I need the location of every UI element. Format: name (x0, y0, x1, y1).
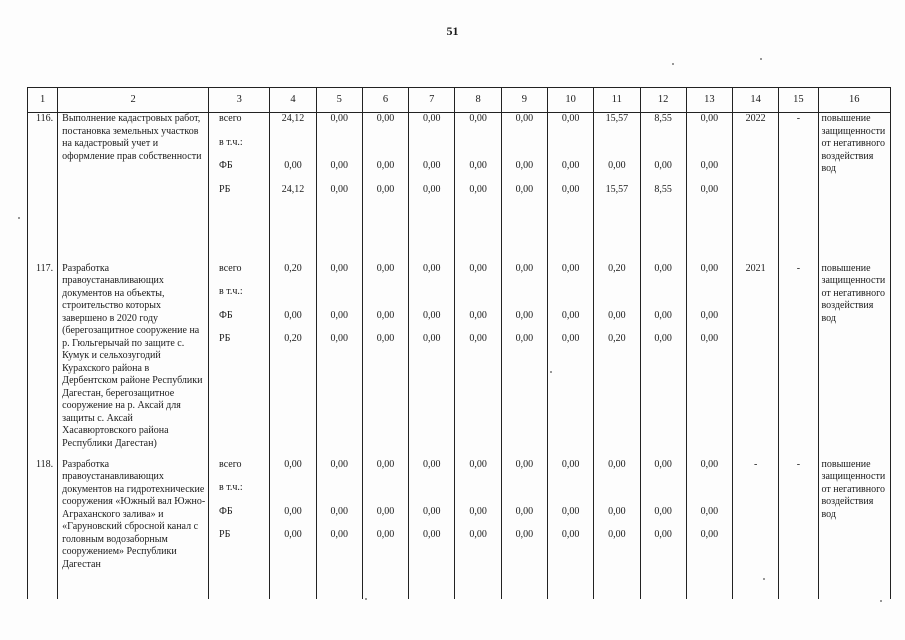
amount-column-7 (409, 263, 455, 459)
amount-column-7 (409, 113, 455, 263)
amount-value: 0,00 (515, 183, 534, 195)
amount-value: 0,00 (654, 309, 672, 321)
amount-value: 0,00 (330, 113, 349, 124)
scan-speck (880, 600, 882, 602)
amount-value: 0,00 (423, 333, 441, 345)
amount-value (502, 482, 547, 506)
funding-source-label: в т.ч.: (219, 286, 243, 298)
column-number-row (28, 88, 891, 113)
col-header-11: 11 (594, 88, 640, 113)
amount-value: 0,00 (700, 333, 719, 345)
amount-column-5 (316, 459, 362, 599)
program-table (27, 87, 891, 599)
amount-column-6 (362, 459, 408, 599)
amount-value: 0,00 (700, 529, 719, 541)
amount-value (687, 482, 732, 506)
funding-source-label: ФБ (219, 309, 233, 321)
amount-value: 0,00 (330, 309, 349, 321)
amount-value: 0,00 (423, 458, 441, 470)
amount-value: 0,20 (608, 333, 626, 345)
amount-value (409, 137, 454, 161)
amount-value: 0,00 (700, 458, 719, 470)
amount-value (687, 286, 732, 310)
amount-value: 0,00 (284, 458, 302, 470)
amount-column-10 (547, 263, 593, 459)
amount-value: 0,00 (700, 113, 719, 124)
amount-value: 0,00 (423, 309, 441, 321)
amount-value: 0,00 (330, 262, 349, 274)
amount-value: 0,00 (469, 333, 487, 345)
amount-value (548, 137, 593, 161)
amount-column-8 (455, 263, 501, 459)
amount-value: 0,00 (700, 309, 719, 321)
amount-value (317, 482, 362, 506)
column-15-value: - (779, 263, 818, 459)
amount-value: 24,12 (281, 183, 305, 195)
funding-source-label: ФБ (219, 160, 233, 172)
amount-value: 0,00 (376, 183, 395, 195)
scan-speck (365, 598, 367, 600)
amount-value: 0,00 (515, 529, 534, 541)
col-header-5: 5 (316, 88, 362, 113)
amount-value: 0,20 (608, 262, 626, 274)
page-number: 51 (446, 24, 459, 38)
amount-value: 15,57 (605, 183, 629, 195)
amount-value: 0,00 (469, 160, 487, 172)
amount-value: 0,00 (423, 183, 441, 195)
amount-value: 24,12 (281, 113, 305, 124)
amount-value: 0,00 (376, 458, 395, 470)
amount-value: 0,00 (561, 309, 580, 321)
amount-value (409, 286, 454, 310)
funding-sources (209, 113, 270, 263)
amount-value: 15,57 (605, 113, 629, 124)
amount-column-10 (547, 113, 593, 263)
col-header-1: 1 (28, 88, 58, 113)
measure-name: Выполнение кадастровых работ, постановка земельных участков на кадастровый учет и оформление прав собственности (58, 113, 209, 263)
col-header-14: 14 (733, 88, 779, 113)
amount-value (641, 137, 686, 161)
amount-column-13 (686, 459, 732, 599)
expected-result: повышение защищенности от негативного воздействия вод (818, 459, 890, 599)
col-header-9: 9 (501, 88, 547, 113)
funding-source-label: РБ (219, 333, 231, 345)
amount-column-11 (594, 263, 640, 459)
amount-value: 0,00 (330, 333, 349, 345)
amount-value: 0,00 (423, 160, 441, 172)
amount-value: 0,00 (330, 529, 349, 541)
amount-value: 0,00 (376, 113, 395, 124)
amount-column-7 (409, 459, 455, 599)
amount-column-13 (686, 113, 732, 263)
funding-source-label: всего (219, 113, 242, 124)
amount-value: 0,00 (376, 309, 395, 321)
amount-value: 0,00 (654, 505, 672, 517)
amount-value: 0,00 (330, 160, 349, 172)
amount-value (455, 482, 500, 506)
column-15-value: - (779, 113, 818, 263)
col-header-15: 15 (779, 88, 818, 113)
scan-speck (763, 578, 765, 580)
amount-value (641, 286, 686, 310)
amount-value (409, 482, 454, 506)
amount-column-6 (362, 113, 408, 263)
funding-source-label: в т.ч.: (219, 482, 243, 494)
amount-value: 0,00 (469, 183, 487, 195)
table-body (28, 113, 891, 599)
amount-value: 0,00 (284, 505, 302, 517)
col-header-10: 10 (547, 88, 593, 113)
scan-speck (18, 217, 20, 219)
amount-value: 0,00 (561, 183, 580, 195)
amount-value: 0,00 (423, 529, 441, 541)
amount-column-4 (270, 113, 316, 263)
column-15-value: - (779, 459, 818, 599)
amount-value: 0,00 (330, 458, 349, 470)
amount-value: 0,00 (515, 160, 534, 172)
col-header-16: 16 (818, 88, 890, 113)
table-row (28, 459, 891, 599)
amount-value (455, 137, 500, 161)
col-header-2: 2 (58, 88, 209, 113)
amount-value (270, 482, 315, 506)
amount-value: 0,00 (515, 458, 534, 470)
measure-name: Разработка правоустанавливающих документов на объекты, строительство которых завершено в 2020 году (берегозащитное сооружение на р. Гюльгерычай по защите с. Кумук и сельхозугодий Курахского района в Дербентском районе Республики Дагестан, берегозащитное сооружение на р. Аксай для защиты с. Аксай Хасавюртовского района Республики Дагестан) (58, 263, 209, 459)
amount-value: 0,00 (561, 529, 580, 541)
amount-column-8 (455, 459, 501, 599)
amount-value: 0,00 (654, 458, 672, 470)
col-header-3: 3 (209, 88, 270, 113)
expected-result: повышение защищенности от негативного воздействия вод (818, 113, 890, 263)
amount-value: 0,00 (561, 113, 580, 124)
amount-value (548, 482, 593, 506)
amount-column-11 (594, 113, 640, 263)
amount-column-9 (501, 113, 547, 263)
amount-value: 0,00 (515, 333, 534, 345)
amount-value: 0,00 (561, 505, 580, 517)
amount-value: 0,00 (561, 262, 580, 274)
amount-value: 0,00 (469, 505, 487, 517)
amount-value: 0,00 (284, 160, 302, 172)
scan-speck (672, 63, 674, 65)
col-header-6: 6 (362, 88, 408, 113)
amount-value: 0,00 (284, 529, 302, 541)
amount-column-12 (640, 263, 686, 459)
amount-column-12 (640, 113, 686, 263)
measure-name: Разработка правоустанавливающих документов на гидротехнические сооружения «Южный вал Южно-Аграханского залива» и «Гаруновский сбросной канал с головным водозаборным сооружением» Республики Дагестан (58, 459, 209, 599)
row-number: 117. (28, 263, 58, 459)
amount-value: 0,00 (608, 160, 626, 172)
amount-column-4 (270, 263, 316, 459)
amount-value: 0,00 (561, 458, 580, 470)
amount-value: 0,00 (608, 529, 626, 541)
row-number: 118. (28, 459, 58, 599)
funding-source-label: всего (219, 262, 242, 274)
amount-value: 0,00 (515, 505, 534, 517)
amount-value (594, 137, 639, 161)
amount-value (270, 286, 315, 310)
amount-value (317, 286, 362, 310)
amount-value: 0,00 (654, 529, 672, 541)
amount-value: 8,55 (654, 113, 672, 124)
amount-value: 0,00 (700, 505, 719, 517)
funding-source-label: РБ (219, 529, 231, 541)
row-number: 116. (28, 113, 58, 263)
amount-value: 0,00 (515, 113, 534, 124)
amount-column-11 (594, 459, 640, 599)
amount-value: 0,00 (515, 262, 534, 274)
amount-value: 0,00 (515, 309, 534, 321)
amount-value (594, 286, 639, 310)
amount-value: 0,00 (330, 183, 349, 195)
funding-source-label: ФБ (219, 505, 233, 517)
amount-value: 0,00 (376, 529, 395, 541)
amount-value: 0,00 (423, 262, 441, 274)
amount-value: 0,00 (608, 505, 626, 517)
amount-value: 0,00 (608, 309, 626, 321)
expected-result: повышение защищенности от негативного воздействия вод (818, 263, 890, 459)
amount-column-5 (316, 263, 362, 459)
amount-value (363, 482, 408, 506)
amount-value: 0,00 (376, 333, 395, 345)
amount-value (641, 482, 686, 506)
amount-value: 0,00 (469, 262, 487, 274)
amount-value: 0,20 (284, 333, 302, 345)
table-row (28, 263, 891, 459)
amount-value: 0,00 (654, 333, 672, 345)
col-header-7: 7 (409, 88, 455, 113)
amount-column-5 (316, 113, 362, 263)
amount-value: 0,20 (284, 262, 302, 274)
amount-value (502, 137, 547, 161)
amount-value: 0,00 (608, 458, 626, 470)
amount-value: 0,00 (469, 529, 487, 541)
amount-value: 0,00 (561, 160, 580, 172)
amount-value: 0,00 (700, 262, 719, 274)
col-header-13: 13 (686, 88, 732, 113)
funding-source-label: всего (219, 458, 242, 470)
amount-value: 0,00 (284, 309, 302, 321)
amount-column-9 (501, 459, 547, 599)
completion-year: 2021 (733, 263, 779, 459)
amount-value: 8,55 (654, 183, 672, 195)
amount-value: 0,00 (423, 505, 441, 517)
amount-value: 0,00 (654, 262, 672, 274)
col-header-8: 8 (455, 88, 501, 113)
table-row (28, 113, 891, 263)
amount-value: 0,00 (700, 160, 719, 172)
amount-value (455, 286, 500, 310)
amount-value: 0,00 (376, 262, 395, 274)
amount-value: 0,00 (376, 160, 395, 172)
amount-value: 0,00 (654, 160, 672, 172)
amount-value (270, 137, 315, 161)
completion-year: - (733, 459, 779, 599)
amount-value: 0,00 (423, 113, 441, 124)
funding-sources (209, 263, 270, 459)
amount-value: 0,00 (700, 183, 719, 195)
amount-value: 0,00 (469, 113, 487, 124)
amount-value (363, 286, 408, 310)
amount-value (363, 137, 408, 161)
funding-sources (209, 459, 270, 599)
amount-column-12 (640, 459, 686, 599)
amount-value: 0,00 (469, 309, 487, 321)
scan-speck (760, 58, 762, 60)
amount-value: 0,00 (330, 505, 349, 517)
amount-column-4 (270, 459, 316, 599)
amount-value (687, 137, 732, 161)
amount-value: 0,00 (469, 458, 487, 470)
amount-value: 0,00 (561, 333, 580, 345)
funding-source-label: РБ (219, 183, 231, 195)
amount-column-9 (501, 263, 547, 459)
amount-value (502, 286, 547, 310)
completion-year: 2022 (733, 113, 779, 263)
amount-value (317, 137, 362, 161)
col-header-12: 12 (640, 88, 686, 113)
amount-column-6 (362, 263, 408, 459)
funding-source-label: в т.ч.: (219, 136, 243, 148)
amount-value: 0,00 (376, 505, 395, 517)
amount-column-10 (547, 459, 593, 599)
scan-speck (550, 371, 552, 373)
amount-value (548, 286, 593, 310)
amount-value (594, 482, 639, 506)
amount-column-13 (686, 263, 732, 459)
col-header-4: 4 (270, 88, 316, 113)
amount-column-8 (455, 113, 501, 263)
